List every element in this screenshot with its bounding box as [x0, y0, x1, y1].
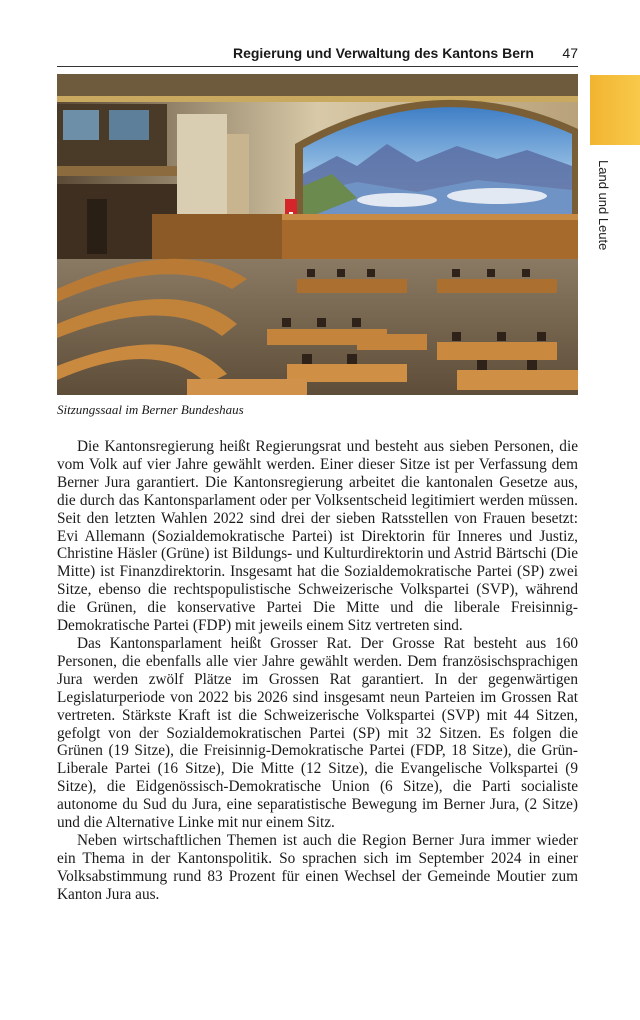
chapter-tab-label: Land und Leute: [596, 160, 611, 251]
article-body: [57, 438, 578, 904]
chapter-tab: [590, 75, 640, 145]
parliament-chamber-photo: [57, 74, 578, 395]
figure-caption: Sitzungssaal im Berner Bundeshaus: [57, 402, 244, 417]
running-header: [57, 44, 578, 67]
chapter-title: Regierung und Verwaltung des Kantons Bern: [232, 45, 534, 61]
page-number: 47: [562, 45, 578, 61]
paragraph: Das Kantonsparlament heißt Grosser Rat. Der Grosse Rat besteht aus 160 Personen, die ebenfalls alle vier Jahre gewählt werden. Dem französischsprachigen Jura werden zwölf Plätze im Grossen Rat garantiert. In der gegenwärtigen Legislaturperiode von 2022 bis 2026 sind insgesamt neun Parteien im Grossen Rat vertreten. Stärkste Kraft ist die Schweizerische Volkspartei (SVP) mit 44 Sitzen, gefolgt von der Sozialdemokratischen Partei (SP) mit 32 Sitzen. Es folgen die Grünen (19 Sitze), die Freisinnig-Demokratische Partei (FDP, 18 Sitze), die Grün-Liberale Partei (16 Sitze), Die Mitte (12 Sitze), die Evangelische Volkspartei (9 Sitze), die Eidgenössisch-Demokratische Union (6 Sitze), die Parti socialiste autonome du Sud du Jura, eine separatistische Bewegung im Berner Jura, (2 Sitze) und die Alternative Linke mit nur einem Sitz.: [57, 634, 578, 832]
paragraph: Neben wirtschaftlichen Themen ist auch die Region Berner Jura immer wieder ein Thema in der Kantonspolitik. So sprachen sich im September 2024 in einer Volksabstimmung rund 83 Prozent für einen Wechsel der Gemeinde Moutier zum Kanton Jura aus.: [57, 831, 578, 903]
paragraph: Die Kantonsregierung heißt Regierungsrat und besteht aus sieben Personen, die vom Volk auf vier Jahre gewählt werden. Einer dieser Sitze ist per Verfassung dem Berner Jura garantiert. Die Kantonsregierung arbeitet die kantonalen Gesetze aus, die durch das Kantonsparlament oder per Volksentscheid legitimiert werden müssen. Seit den letzten Wahlen 2022 sind drei der sieben Ratsstellen von Frauen besetzt: Evi Allemann (Sozialdemokratische Partei) ist Direktorin für Inneres und Justiz, Christine Häsler (Grüne) ist Bildungs- und Kulturdirektorin und Astrid Bärtschi (Die Mitte) ist Finanzdirektorin. Insgesamt hat die Sozialdemokratische Partei (SP) zwei Sitze, ebenso die rechtspopulistische Schweizerische Volkspartei (SVP), während die Grünen, die konservative Partei Die Mitte und die liberale Freisinnig-Demokratische Partei (FDP) mit jeweils einem Sitz vertreten sind.: [57, 438, 578, 635]
